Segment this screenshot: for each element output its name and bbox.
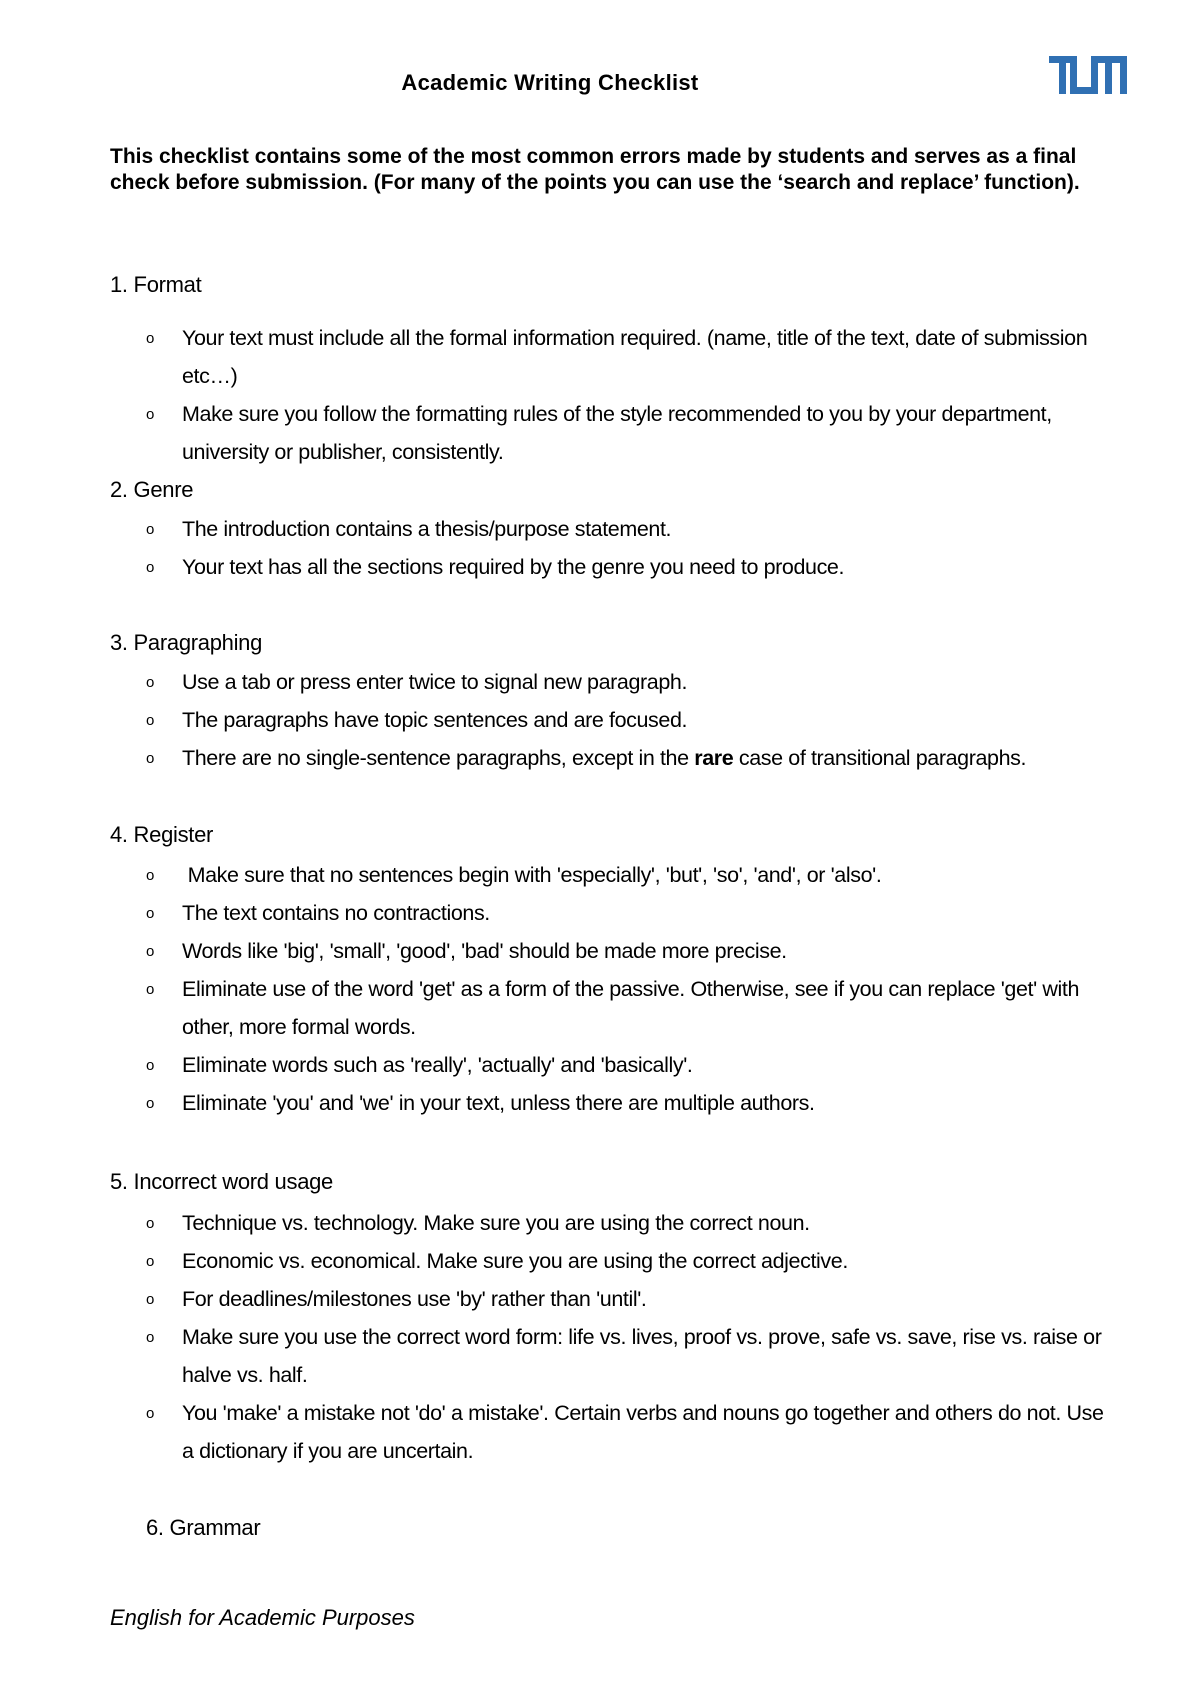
list-item: o Words like 'big', 'small', 'good', 'bad' should be made more precise.: [146, 932, 1106, 970]
list-item: o Eliminate 'you' and 'we' in your text, unless there are multiple authors.: [146, 1084, 1106, 1122]
bullet-icon: o: [146, 867, 154, 884]
list-item: o Eliminate words such as 'really', 'actually' and 'basically'.: [146, 1046, 1106, 1084]
section-heading-paragraphing: 3. Paragraphing: [110, 630, 263, 655]
list-item: o Eliminate use of the word 'get' as a form of the passive. Otherwise, see if you can replace 'get' with other, more formal words.: [146, 970, 1106, 1046]
section-heading-genre: 2. Genre: [110, 477, 194, 502]
list-item: o Your text must include all the formal information required. (name, title of the text, date of submission etc…): [146, 319, 1106, 395]
bullet-icon: o: [146, 1291, 154, 1308]
list-item: o The text contains no contractions.: [146, 894, 1106, 932]
bullet-icon: o: [146, 1329, 154, 1346]
bullet-icon: o: [146, 905, 154, 922]
page-footer: English for Academic Purposes: [110, 1605, 415, 1630]
intro-paragraph: This checklist contains some of the most common errors made by students and serves as a final check before submission. (For many of the points you can use the ‘search and replace’ function).: [110, 145, 1080, 194]
bullet-icon: o: [146, 330, 154, 347]
list-item: o For deadlines/milestones use 'by' rather than 'until'.: [146, 1280, 1106, 1318]
bullet-icon: o: [146, 1253, 154, 1270]
list-item: o Make sure you use the correct word form: life vs. lives, proof vs. prove, safe vs. save, rise vs. raise or halve vs. half.: [146, 1318, 1106, 1394]
list-item: o Make sure that no sentences begin with 'especially', 'but', 'so', 'and', or 'also'.: [146, 856, 1106, 894]
bullet-icon: o: [146, 1405, 154, 1422]
list-item: o The introduction contains a thesis/purpose statement.: [146, 510, 1106, 548]
bullet-icon: o: [146, 406, 154, 423]
list-register: [146, 856, 1106, 1122]
bullet-icon: o: [146, 981, 154, 998]
bullet-icon: o: [146, 943, 154, 960]
bullet-icon: o: [146, 1095, 154, 1112]
list-item: o Use a tab or press enter twice to signal new paragraph.: [146, 663, 1106, 701]
list-item: o Your text has all the sections required by the genre you need to produce.: [146, 548, 1106, 586]
section-heading-register: 4. Register: [110, 822, 214, 847]
list-paragraphing: [146, 663, 1106, 777]
bullet-icon: o: [146, 1057, 154, 1074]
list-item: o You 'make' a mistake not 'do' a mistake'. Certain verbs and nouns go together and others do not. Use a dictionary if you are uncertain.: [146, 1394, 1106, 1470]
list-word-usage: [146, 1204, 1106, 1470]
list-item: o Technique vs. technology. Make sure you are using the correct noun.: [146, 1204, 1106, 1242]
list-format: [146, 319, 1106, 471]
list-item: o Economic vs. economical. Make sure you are using the correct adjective.: [146, 1242, 1106, 1280]
emphasis-rare: rare: [694, 746, 734, 770]
list-item: o Make sure you follow the formatting rules of the style recommended to you by your department, university or publisher, consistently.: [146, 395, 1106, 471]
page-title: Academic Writing Checklist: [401, 70, 699, 95]
bullet-icon: o: [146, 521, 154, 538]
list-genre: [146, 510, 1106, 586]
section-heading-word-usage: 5. Incorrect word usage: [110, 1169, 333, 1194]
bullet-icon: o: [146, 712, 154, 729]
section-heading-grammar: 6. Grammar: [146, 1515, 261, 1540]
bullet-icon: o: [146, 559, 154, 576]
bullet-icon: o: [146, 674, 154, 691]
list-item: o There are no single-sentence paragraphs, except in the rare case of transitional paragraphs.: [146, 739, 1106, 777]
list-item: o The paragraphs have topic sentences and are focused.: [146, 701, 1106, 739]
bullet-icon: o: [146, 1215, 154, 1232]
section-heading-format: 1. Format: [110, 272, 202, 297]
bullet-icon: o: [146, 750, 154, 767]
